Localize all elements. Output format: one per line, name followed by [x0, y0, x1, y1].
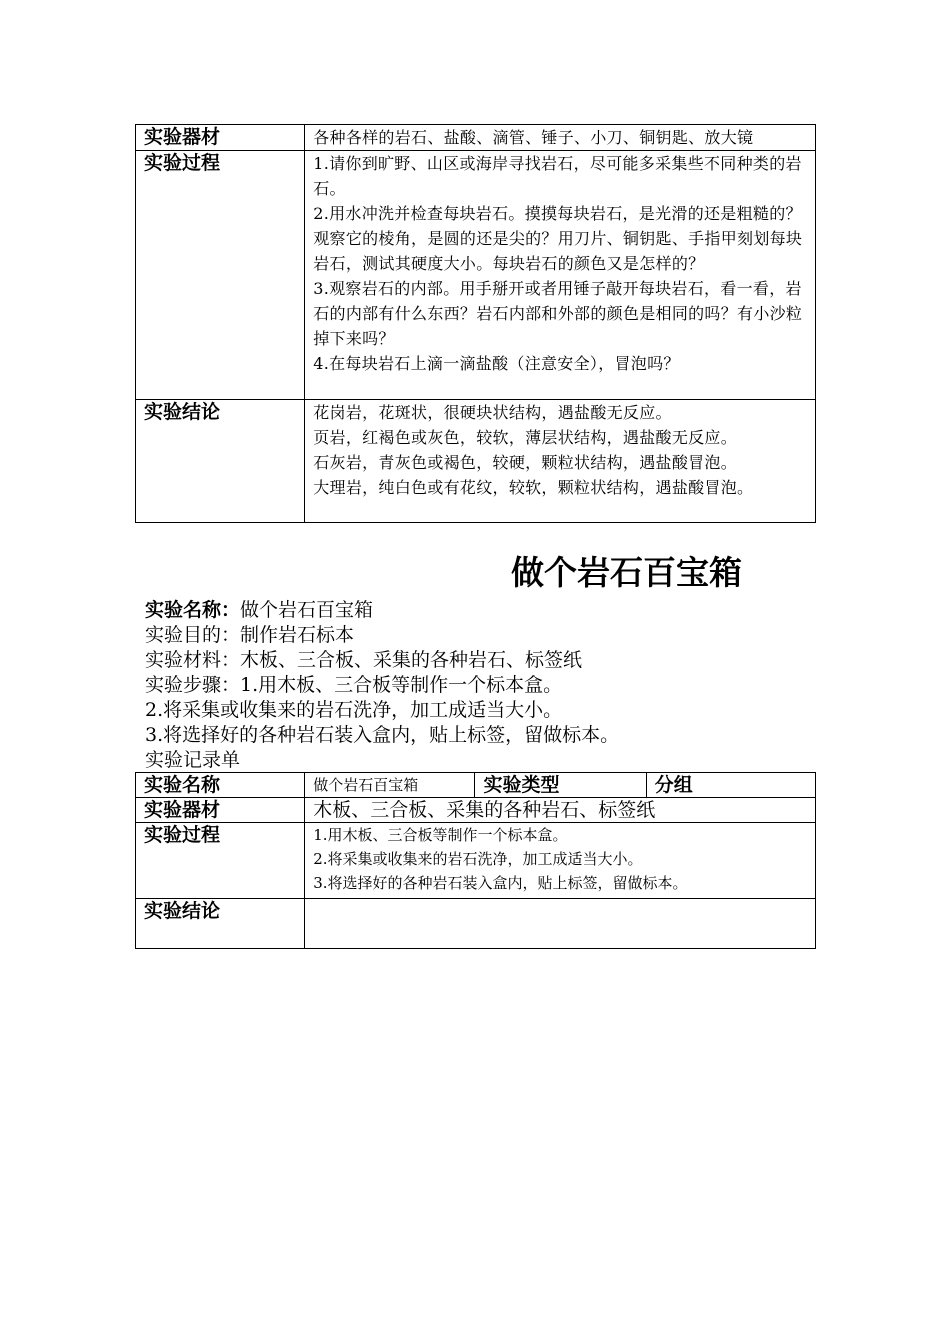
- process-step-2: 2.用水冲洗并检查每块岩石。摸摸每块岩石，是光滑的还是粗糙的？观察它的棱角，是圆的还是尖的？用刀片、铜钥匙、手指甲刻划每块岩石，测试其硬度大小。每块岩石的颜色又是怎样的？: [313, 204, 803, 273]
- experiment-record-table-2: [135, 772, 816, 949]
- process-step-1: 1.用木板、三合板等制作一个标本盒。: [313, 826, 568, 844]
- conclusion-line: 花岗岩，花斑状，很硬块状结构，遇盐酸无反应。: [313, 403, 672, 422]
- conclusion-label: 实验结论: [136, 899, 305, 949]
- process-label: 实验过程: [136, 823, 305, 899]
- process-value: [305, 823, 816, 899]
- section-title: 做个岩石百宝箱: [511, 553, 742, 592]
- conclusion-line: 石灰岩，青灰色或褐色，较硬，颗粒状结构，遇盐酸冒泡。: [313, 453, 738, 472]
- experiment-step-2: 2.将采集或收集来的岩石洗净，加工成适当大小。: [145, 699, 563, 721]
- conclusion-line: 大理岩，纯白色或有花纹，较软，颗粒状结构，遇盐酸冒泡。: [313, 478, 754, 497]
- experiment-name-value-cell: 做个岩石百宝箱: [305, 773, 475, 798]
- experiment-intro: [145, 598, 619, 773]
- table-row: [136, 798, 816, 823]
- process-label: 实验过程: [136, 151, 305, 400]
- process-value: [305, 151, 816, 400]
- experiment-name-label-cell: 实验名称: [136, 773, 305, 798]
- process-step-3: 3.将选择好的各种岩石装入盒内，贴上标签，留做标本。: [313, 874, 688, 892]
- experiment-steps-intro: 实验步骤：1.用木板、三合板等制作一个标本盒。: [145, 674, 563, 696]
- table-row: [136, 125, 816, 151]
- conclusion-label: 实验结论: [136, 400, 305, 523]
- table-row: [136, 773, 816, 798]
- conclusion-value: [305, 400, 816, 523]
- experiment-materials: 实验材料：木板、三合板、采集的各种岩石、标签纸: [145, 649, 583, 671]
- conclusion-value: [305, 899, 816, 949]
- process-step-4: 4.在每块岩石上滴一滴盐酸（注意安全），冒泡吗？: [313, 354, 680, 373]
- equipment-value: 各种各样的岩石、盐酸、滴管、锤子、小刀、铜钥匙、放大镜: [305, 125, 816, 151]
- equipment-label: 实验器材: [136, 798, 305, 823]
- experiment-name-line: [145, 598, 619, 623]
- table-row: [136, 899, 816, 949]
- equipment-label: 实验器材: [136, 125, 305, 151]
- process-step-2: 2.将采集或收集来的岩石洗净，加工成适当大小。: [313, 850, 643, 868]
- record-sheet-label: 实验记录单: [145, 749, 241, 771]
- group-label: 分组: [646, 773, 815, 798]
- conclusion-line: 页岩，红褐色或灰色，较软，薄层状结构，遇盐酸无反应。: [313, 428, 738, 447]
- experiment-record-table-1: [135, 124, 816, 523]
- experiment-name-value: 做个岩石百宝箱: [240, 599, 374, 621]
- equipment-value: 木板、三合板、采集的各种岩石、标签纸: [305, 798, 816, 823]
- experiment-name-label: 实验名称：: [145, 599, 241, 621]
- process-step-3: 3.观察岩石的内部。用手掰开或者用锤子敲开每块岩石，看一看，岩石的内部有什么东西？岩石内部和外部的颜色是相同的吗？有小沙粒掉下来吗？: [313, 279, 803, 348]
- experiment-purpose: 实验目的：制作岩石标本: [145, 624, 355, 646]
- table-row: [136, 151, 816, 400]
- experiment-step-3: 3.将选择好的各种岩石装入盒内，贴上标签，留做标本。: [145, 724, 620, 746]
- table-row: [136, 823, 816, 899]
- experiment-type-label: 实验类型: [475, 773, 646, 798]
- process-step-1: 1.请你到旷野、山区或海岸寻找岩石，尽可能多采集些不同种类的岩石。: [313, 154, 802, 198]
- table-row: [136, 400, 816, 523]
